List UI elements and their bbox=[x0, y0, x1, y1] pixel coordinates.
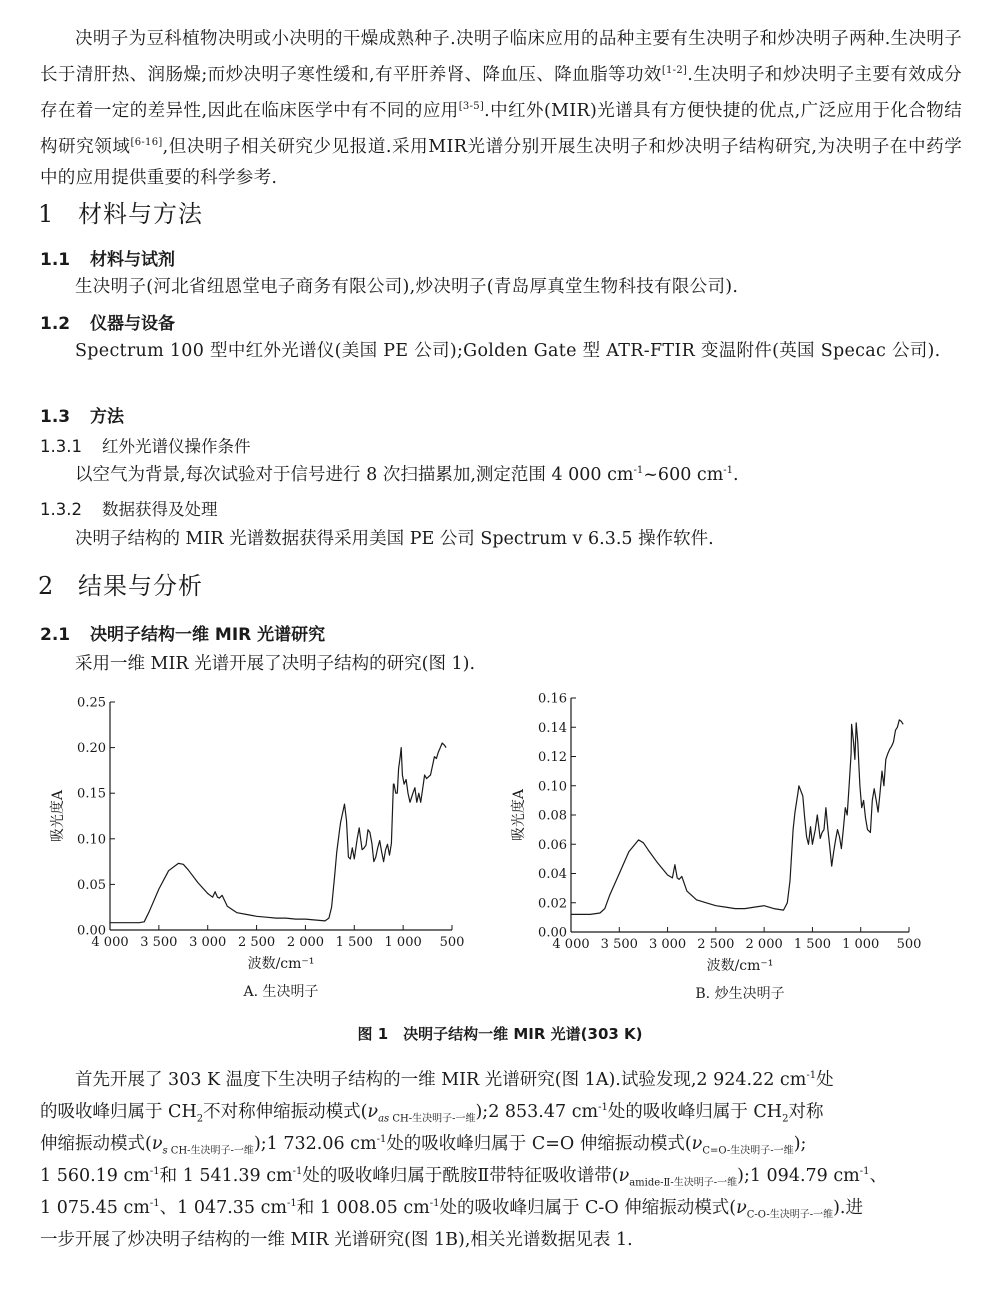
spectrum-chart-b bbox=[505, 684, 945, 1010]
superscript: -1 bbox=[429, 1198, 440, 1209]
citation-ref: [6-16] bbox=[130, 137, 163, 148]
intro-text-4: ,但决明子相关研究少见报道.采用MIR光谱分别开展生决明子和炒决明子结构研究,为决明子在中药学中的应用提供重要的科学参考. bbox=[40, 137, 963, 188]
y-tick-label: 0.15 bbox=[77, 786, 106, 802]
subsection-number: 1.1 bbox=[40, 250, 71, 270]
y-tick-label: 0.04 bbox=[538, 867, 567, 882]
data-processing-text: 决明子结构的 MIR 光谱数据获得采用美国 PE 公司 Spectrum v 6.3.5 操作软件. bbox=[75, 529, 714, 549]
superscript: -1 bbox=[598, 1102, 608, 1113]
result-line-5 bbox=[40, 1194, 863, 1221]
subsection-title: 仪器与设备 bbox=[90, 314, 175, 334]
subsection-heading bbox=[40, 620, 325, 645]
subsection-number: 2.1 bbox=[40, 625, 71, 645]
subsection-heading bbox=[40, 245, 175, 270]
text-run: 和 1 008.05 cm bbox=[296, 1198, 430, 1218]
text-run: );1 094.79 cm bbox=[737, 1166, 860, 1186]
nu-symbol: ν bbox=[367, 1102, 379, 1122]
x-tick-label: 3 000 bbox=[189, 935, 227, 950]
subscript-part: -生决明子-一维 bbox=[766, 1209, 834, 1221]
y-tick-label: 0.14 bbox=[538, 720, 567, 736]
mode-subscript bbox=[747, 1210, 833, 1221]
y-tick-label: 0.00 bbox=[77, 923, 106, 939]
nu-symbol: ν bbox=[151, 1134, 163, 1154]
result-line-1 bbox=[75, 1066, 834, 1091]
mode-subscript bbox=[702, 1146, 793, 1157]
result-line-4 bbox=[40, 1162, 887, 1189]
subsection-title: 方法 bbox=[90, 407, 124, 427]
superscript: -1 bbox=[859, 1166, 870, 1177]
subsection-title: 决明子结构一维 MIR 光谱研究 bbox=[90, 625, 326, 645]
section-heading bbox=[38, 194, 203, 229]
x-tick-label: 3 500 bbox=[140, 935, 178, 950]
x-tick-label: 3 500 bbox=[600, 937, 638, 952]
text-run: 1 075.45 cm bbox=[40, 1198, 150, 1218]
spectrum-line bbox=[571, 720, 903, 915]
chart-caption: A. 生决明子 bbox=[243, 984, 319, 1000]
text-run: 处的吸收峰归属于 CH bbox=[607, 1102, 783, 1122]
mode-subscript bbox=[629, 1178, 737, 1189]
subsection-title: 材料与试剂 bbox=[90, 250, 175, 270]
subsubsection-heading bbox=[40, 496, 218, 520]
nu-symbol: ν bbox=[736, 1198, 747, 1218]
section-heading bbox=[38, 566, 203, 601]
method-text bbox=[75, 461, 739, 486]
x-tick-label: 2 000 bbox=[745, 937, 783, 952]
nu-symbol: ν bbox=[618, 1166, 630, 1186]
text-run: ).进 bbox=[833, 1198, 863, 1218]
y-axis-label: 吸光度A bbox=[50, 789, 66, 843]
subscript-part: amide-Ⅱ bbox=[629, 1177, 671, 1189]
subsubsection-title: 数据获得及处理 bbox=[102, 500, 218, 519]
mode-subscript bbox=[378, 1114, 475, 1125]
superscript: -1 bbox=[287, 1198, 297, 1209]
text-run: 处 bbox=[816, 1070, 834, 1090]
intro-paragraph bbox=[40, 24, 962, 194]
subscript-part: CH bbox=[392, 1113, 409, 1125]
chart-caption: B. 炒生决明子 bbox=[695, 986, 785, 1002]
superscript: -1 bbox=[723, 465, 734, 476]
results-intro-text: 采用一维 MIR 光谱开展了决明子结构的研究(图 1). bbox=[75, 654, 476, 674]
text-run: 处的吸收峰归属于酰胺Ⅱ带特征吸收谱带( bbox=[302, 1166, 619, 1186]
subscript-part: C-O bbox=[746, 1209, 767, 1221]
subscript-part: -生决明子-一维 bbox=[187, 1145, 254, 1157]
subsection-number: 1.3 bbox=[40, 407, 71, 427]
x-tick-label: 1 500 bbox=[793, 937, 832, 952]
x-tick-label: 2 500 bbox=[237, 935, 276, 950]
x-tick-label: 1 000 bbox=[842, 937, 880, 952]
superscript: -1 bbox=[149, 1166, 160, 1177]
nu-symbol: ν bbox=[691, 1134, 703, 1154]
intro-text-1: 决明子为豆科植物决明或小决明的干燥成熟种子.决明子临床应用的品种主要有生决明子和炒决明子两种.生决明子长于清肝热、润肠燥;而炒决明子寒性缓和,有平肝养肾、降血压、降血脂等功效 bbox=[40, 29, 962, 85]
x-tick-label: 500 bbox=[896, 937, 922, 952]
subscript-part: as bbox=[378, 1113, 390, 1125]
y-tick-label: 0.10 bbox=[538, 779, 567, 795]
citation-ref: [1-2] bbox=[661, 65, 688, 76]
section-title: 结果与分析 bbox=[78, 572, 203, 600]
subscript-part: -生决明子-一维 bbox=[670, 1177, 738, 1189]
citation-ref: [3-5] bbox=[458, 101, 485, 112]
section-number: 1 bbox=[38, 200, 55, 228]
x-tick-label: 1 500 bbox=[335, 935, 373, 950]
y-tick-label: 0.25 bbox=[77, 695, 106, 711]
spectrum-chart-a bbox=[30, 690, 480, 1010]
subscript-part: -生决明子-一维 bbox=[408, 1113, 476, 1125]
text-run: ); bbox=[793, 1134, 807, 1154]
y-tick-label: 0.06 bbox=[538, 837, 567, 853]
text-run: 处的吸收峰归属于 C-O 伸缩振动模式( bbox=[439, 1198, 737, 1218]
superscript: -1 bbox=[292, 1166, 303, 1177]
result-line-6: 一步开展了炒决明子结构的一维 MIR 光谱研究(图 1B),相关光谱数据见表 1. bbox=[40, 1230, 633, 1250]
x-tick-label: 2 000 bbox=[286, 935, 325, 950]
subscript-part: C=O bbox=[702, 1145, 727, 1157]
subscript-part: -生决明子-一维 bbox=[726, 1145, 794, 1157]
y-tick-label: 0.10 bbox=[77, 832, 106, 848]
subsection-heading bbox=[40, 402, 124, 427]
figure-caption: 图 1 决明子结构一维 MIR 光谱(303 K) bbox=[357, 1025, 643, 1043]
x-tick-label: 2 500 bbox=[697, 937, 735, 952]
y-tick-label: 0.02 bbox=[538, 896, 567, 912]
materials-text: 生决明子(河北省纽恩堂电子商务有限公司),炒决明子(青岛厚真堂生物科技有限公司). bbox=[75, 277, 739, 297]
section-number: 2 bbox=[38, 572, 55, 600]
text-run: );1 732.06 cm bbox=[253, 1134, 377, 1154]
subscript: 2 bbox=[196, 1113, 204, 1125]
x-tick-label: 3 000 bbox=[648, 937, 687, 952]
text-run: 首先开展了 303 K 温度下生决明子结构的一维 MIR 光谱研究(图 1A).试验发现,2 924.22 cm bbox=[75, 1070, 807, 1090]
superscript: -1 bbox=[806, 1070, 817, 1081]
superscript: -1 bbox=[149, 1198, 160, 1209]
text-run: 和 1 541.39 cm bbox=[159, 1166, 293, 1186]
subsubsection-number: 1.3.2 bbox=[40, 500, 82, 519]
text-run: );2 853.47 cm bbox=[475, 1102, 599, 1122]
method-text-c: . bbox=[733, 465, 739, 485]
subsection-number: 1.2 bbox=[40, 314, 71, 334]
x-tick-label: 500 bbox=[439, 935, 465, 950]
x-axis-label: 波数/cm⁻¹ bbox=[247, 956, 315, 972]
x-tick-label: 4 000 bbox=[552, 937, 590, 952]
text-run: 的吸收峰归属于 CH bbox=[40, 1102, 197, 1122]
mode-subscript bbox=[162, 1146, 253, 1157]
subscript-part: CH bbox=[170, 1145, 188, 1157]
subsubsection-title: 红外光谱仪操作条件 bbox=[102, 437, 251, 456]
section-title: 材料与方法 bbox=[78, 200, 203, 228]
text-run: 1 560.19 cm bbox=[40, 1166, 150, 1186]
subsubsection-heading bbox=[40, 433, 251, 457]
subsubsection-number: 1.3.1 bbox=[40, 437, 82, 456]
spectrum-line bbox=[110, 743, 446, 923]
x-axis-label: 波数/cm⁻¹ bbox=[706, 958, 774, 974]
text-run: 对称 bbox=[788, 1102, 824, 1122]
result-line-2 bbox=[40, 1098, 823, 1125]
text-run: 、 bbox=[869, 1166, 887, 1186]
y-tick-label: 0.08 bbox=[538, 808, 567, 824]
intro-text-3: .中红外(MIR)光谱具有方便快捷的优点,广泛应用于化合物结构研究领域 bbox=[40, 101, 962, 157]
subsection-heading bbox=[40, 309, 175, 334]
result-line-3 bbox=[40, 1130, 806, 1157]
text-run: 处的吸收峰归属于 C=O 伸缩振动模式( bbox=[386, 1134, 692, 1154]
y-axis-label: 吸光度A bbox=[511, 788, 527, 842]
method-text-a: 以空气为背景,每次试验对于信号进行 8 次扫描累加,测定范围 4 000 cm bbox=[75, 465, 634, 485]
text-run: 、1 047.35 cm bbox=[159, 1198, 288, 1218]
y-tick-label: 0.05 bbox=[77, 877, 106, 893]
x-tick-label: 4 000 bbox=[91, 935, 129, 950]
instruments-text: Spectrum 100 型中红外光谱仪(美国 PE 公司);Golden Gate 型 ATR-FTIR 变温附件(英国 Specac 公司). bbox=[75, 341, 941, 361]
text-run: 伸缩振动模式( bbox=[40, 1134, 152, 1154]
y-tick-label: 0.12 bbox=[538, 750, 567, 765]
y-tick-label: 0.20 bbox=[77, 741, 106, 757]
x-tick-label: 1 000 bbox=[384, 935, 422, 950]
y-tick-label: 0.16 bbox=[538, 691, 567, 707]
method-text-b: ~600 cm bbox=[643, 465, 724, 485]
subscript-part: s bbox=[162, 1145, 168, 1157]
text-run: 不对称伸缩振动模式( bbox=[203, 1102, 368, 1122]
superscript: -1 bbox=[633, 465, 644, 476]
intro-text-2: .生决明子和炒决明子主要有效成分存在着一定的差异性,因此在临床医学中有不同的应用 bbox=[40, 65, 962, 121]
superscript: -1 bbox=[376, 1134, 387, 1145]
subscript: 2 bbox=[782, 1113, 789, 1125]
y-tick-label: 0.00 bbox=[538, 925, 567, 941]
